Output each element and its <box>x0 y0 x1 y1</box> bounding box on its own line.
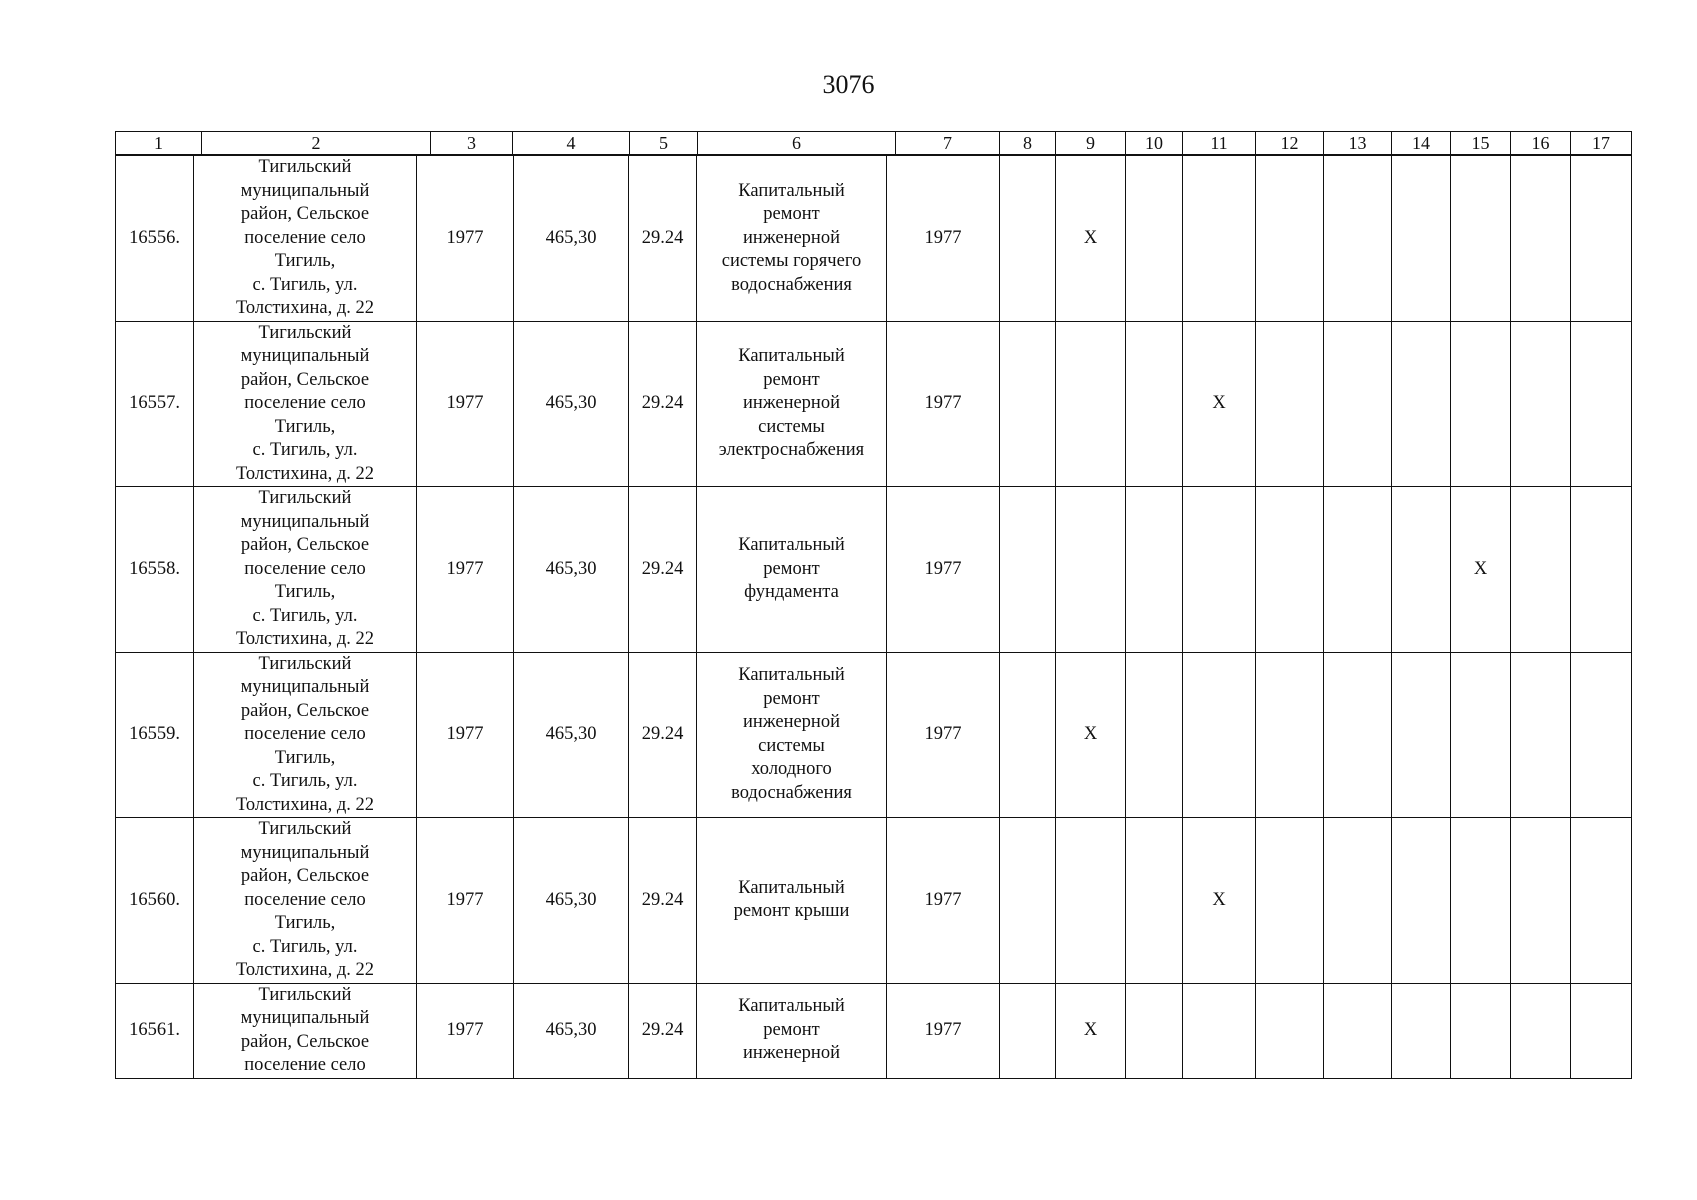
column-number-2: 2 <box>202 132 431 155</box>
empty-cell <box>1511 156 1571 322</box>
empty-cell <box>1392 818 1451 984</box>
work-type-cell-line: фундамента <box>744 582 839 602</box>
address-cell-line: Тигильский <box>258 819 352 839</box>
mark-cell: X <box>1183 321 1256 487</box>
empty-cell <box>1571 652 1632 818</box>
table-row <box>116 487 1632 653</box>
mark-cell: X <box>1056 983 1126 1078</box>
work-type-cell-line: ремонт <box>763 369 820 390</box>
code-value: 29.24 <box>629 487 697 653</box>
build-year: 1977 <box>417 983 514 1078</box>
empty-cell <box>1000 818 1056 984</box>
code-value: 29.24 <box>629 983 697 1078</box>
year-value: 1977 <box>887 156 1000 322</box>
empty-cell <box>1056 321 1126 487</box>
empty-cell <box>1000 321 1056 487</box>
page-number: 3076 <box>822 70 875 99</box>
address-cell-line: муниципальный <box>240 346 370 366</box>
document-table <box>115 131 1631 1079</box>
address-cell-line: Тигильский <box>258 488 352 508</box>
code-value: 29.24 <box>629 321 697 487</box>
empty-cell <box>1183 983 1256 1078</box>
address-cell-line: Тигиль, <box>274 416 336 437</box>
work-type-cell-line: холодного <box>751 759 832 780</box>
empty-cell <box>1126 652 1183 818</box>
build-year: 1977 <box>417 156 514 322</box>
empty-cell <box>1571 156 1632 322</box>
empty-cell <box>1511 983 1571 1078</box>
area-value: 465,30 <box>514 321 629 487</box>
mark-cell: X <box>1451 487 1511 653</box>
mark-cell: X <box>1183 818 1256 984</box>
column-number-7: 7 <box>896 132 1000 155</box>
empty-cell <box>1451 156 1511 322</box>
empty-cell <box>1056 487 1126 653</box>
address-cell-line: район, Сельское <box>240 535 370 555</box>
empty-cell <box>1183 652 1256 818</box>
empty-cell <box>1324 652 1392 818</box>
table-row <box>116 652 1632 818</box>
empty-cell <box>1126 818 1183 984</box>
empty-cell <box>1392 321 1451 487</box>
work-type-cell-line: системы <box>758 416 825 437</box>
area-value: 465,30 <box>514 156 629 322</box>
work-type-cell-line: инженерной <box>743 1043 840 1064</box>
empty-cell <box>1000 156 1056 322</box>
address-cell-line: Тигильский <box>258 653 352 674</box>
address-cell-line: поселение село <box>244 558 366 579</box>
address-cell-line: муниципальный <box>240 180 370 201</box>
work-type-cell-line: Капитальный <box>738 346 845 366</box>
column-number-13: 13 <box>1324 132 1392 155</box>
year-value: 1977 <box>887 983 1000 1078</box>
empty-cell <box>1511 818 1571 984</box>
empty-cell <box>1392 652 1451 818</box>
column-number-14: 14 <box>1392 132 1451 155</box>
area-value: 465,30 <box>514 487 629 653</box>
empty-cell <box>1183 156 1256 322</box>
build-year: 1977 <box>417 321 514 487</box>
work-type-cell-line: Капитальный <box>738 535 845 555</box>
address-cell-line: поселение село <box>244 227 366 248</box>
address-cell-line: с. Тигиль, ул. <box>252 771 358 791</box>
column-number-row <box>116 132 1632 155</box>
work-type-cell-line: Капитальный <box>738 877 845 898</box>
empty-cell <box>1571 321 1632 487</box>
work-type-cell-line: ремонт <box>763 204 820 224</box>
address-cell-line: муниципальный <box>240 1008 370 1028</box>
empty-cell <box>1392 983 1451 1078</box>
record-number: 16561. <box>116 983 194 1078</box>
address-cell-line: район, Сельское <box>240 866 370 886</box>
empty-cell <box>1000 652 1056 818</box>
code-value: 29.24 <box>629 156 697 322</box>
work-type-cell <box>697 321 887 487</box>
empty-cell <box>1451 818 1511 984</box>
column-number-10: 10 <box>1126 132 1183 155</box>
address-cell-line: Толстихина, д. 22 <box>235 463 375 484</box>
address-cell-line: Тигильский <box>258 157 352 177</box>
address-cell <box>194 487 417 653</box>
address-cell-line: поселение село <box>244 724 366 744</box>
work-type-cell-line: водоснабжения <box>731 274 852 295</box>
record-number: 16557. <box>116 321 194 487</box>
empty-cell <box>1324 983 1392 1078</box>
address-cell-line: поселение село <box>244 393 366 413</box>
empty-cell <box>1451 983 1511 1078</box>
address-cell-line: Тигильский <box>258 984 352 1005</box>
empty-cell <box>1451 321 1511 487</box>
address-cell-line: с. Тигиль, ул. <box>252 936 358 957</box>
empty-cell <box>1324 818 1392 984</box>
work-type-cell-line: системы <box>758 735 825 756</box>
table-row <box>116 818 1632 984</box>
code-value: 29.24 <box>629 818 697 984</box>
empty-cell <box>1256 156 1324 322</box>
year-value: 1977 <box>887 818 1000 984</box>
area-value: 465,30 <box>514 983 629 1078</box>
empty-cell <box>1392 156 1451 322</box>
empty-cell <box>1324 487 1392 653</box>
table-row <box>116 983 1632 1078</box>
work-type-cell <box>697 818 887 984</box>
work-type-cell-line: системы горячего <box>721 251 862 271</box>
work-type-cell <box>697 487 887 653</box>
address-cell-line: Тигиль, <box>274 913 336 933</box>
work-type-cell-line: электроснабжения <box>718 440 865 460</box>
code-value: 29.24 <box>629 652 697 818</box>
address-cell <box>194 983 417 1078</box>
empty-cell <box>1511 652 1571 818</box>
address-cell-line: муниципальный <box>240 511 370 532</box>
empty-cell <box>1126 321 1183 487</box>
address-cell-line: Тигиль, <box>274 747 336 768</box>
column-number-16: 16 <box>1511 132 1571 155</box>
empty-cell <box>1392 487 1451 653</box>
record-number: 16556. <box>116 156 194 322</box>
empty-cell <box>1256 321 1324 487</box>
empty-cell <box>1126 156 1183 322</box>
empty-cell <box>1256 818 1324 984</box>
address-cell-line: поселение село <box>244 889 366 910</box>
work-type-cell-line: ремонт <box>763 558 820 579</box>
year-value: 1977 <box>887 652 1000 818</box>
record-number: 16560. <box>116 818 194 984</box>
record-number: 16559. <box>116 652 194 818</box>
address-cell-line: район, Сельское <box>240 204 370 224</box>
column-number-4: 4 <box>513 132 630 155</box>
address-cell-line: Тигильский <box>258 322 352 343</box>
work-type-cell <box>697 983 887 1078</box>
record-number: 16558. <box>116 487 194 653</box>
table-row <box>116 321 1632 487</box>
address-cell-line: район, Сельское <box>240 700 370 721</box>
empty-cell <box>1256 983 1324 1078</box>
year-value: 1977 <box>887 321 1000 487</box>
column-number-5: 5 <box>630 132 698 155</box>
address-cell-line: Толстихина, д. 22 <box>235 960 375 980</box>
address-cell-line: Толстихина, д. 22 <box>235 298 375 318</box>
address-cell-line: Тигиль, <box>274 582 336 602</box>
empty-cell <box>1451 652 1511 818</box>
work-type-cell <box>697 652 887 818</box>
year-value: 1977 <box>887 487 1000 653</box>
table-row <box>116 156 1632 322</box>
column-number-3: 3 <box>431 132 513 155</box>
work-type-cell-line: ремонт <box>763 1019 820 1040</box>
mark-cell: X <box>1056 156 1126 322</box>
empty-cell <box>1571 487 1632 653</box>
empty-cell <box>1511 321 1571 487</box>
work-type-cell-line: инженерной <box>743 227 840 248</box>
build-year: 1977 <box>417 818 514 984</box>
build-year: 1977 <box>417 652 514 818</box>
column-number-15: 15 <box>1451 132 1511 155</box>
empty-cell <box>1511 487 1571 653</box>
empty-cell <box>1126 487 1183 653</box>
address-cell-line: Тигиль, <box>274 251 336 271</box>
address-cell-line: Толстихина, д. 22 <box>235 794 375 815</box>
empty-cell <box>1056 818 1126 984</box>
address-cell-line: Толстихина, д. 22 <box>235 629 375 649</box>
empty-cell <box>1324 156 1392 322</box>
column-number-8: 8 <box>1000 132 1056 155</box>
address-cell-line: район, Сельское <box>240 1031 370 1052</box>
address-cell-line: с. Тигиль, ул. <box>252 440 358 460</box>
column-number-1: 1 <box>116 132 202 155</box>
empty-cell <box>1000 983 1056 1078</box>
address-cell-line: с. Тигиль, ул. <box>252 605 358 626</box>
work-type-cell-line: инженерной <box>743 393 840 413</box>
empty-cell <box>1256 652 1324 818</box>
address-cell <box>194 818 417 984</box>
empty-cell <box>1000 487 1056 653</box>
address-cell-line: с. Тигиль, ул. <box>252 274 358 295</box>
address-cell-line: муниципальный <box>240 677 370 697</box>
address-cell-line: поселение село <box>244 1055 366 1075</box>
work-type-cell-line: водоснабжения <box>731 782 852 803</box>
address-cell <box>194 321 417 487</box>
column-number-header <box>115 131 1632 155</box>
address-cell-line: муниципальный <box>240 842 370 863</box>
empty-cell <box>1183 487 1256 653</box>
work-type-cell-line: инженерной <box>743 712 840 733</box>
work-type-cell-line: Капитальный <box>738 996 845 1017</box>
column-number-6: 6 <box>698 132 896 155</box>
empty-cell <box>1126 983 1183 1078</box>
work-type-cell-line: ремонт крыши <box>733 901 850 922</box>
empty-cell <box>1571 818 1632 984</box>
address-cell <box>194 156 417 322</box>
address-cell-line: район, Сельское <box>240 369 370 390</box>
column-number-12: 12 <box>1256 132 1324 155</box>
empty-cell <box>1256 487 1324 653</box>
empty-cell <box>1571 983 1632 1078</box>
mark-cell: X <box>1056 652 1126 818</box>
records-table <box>115 155 1632 1079</box>
build-year: 1977 <box>417 487 514 653</box>
address-cell <box>194 652 417 818</box>
empty-cell <box>1324 321 1392 487</box>
area-value: 465,30 <box>514 818 629 984</box>
column-number-9: 9 <box>1056 132 1126 155</box>
area-value: 465,30 <box>514 652 629 818</box>
work-type-cell-line: Капитальный <box>738 665 845 686</box>
work-type-cell-line: Капитальный <box>738 180 845 201</box>
work-type-cell <box>697 156 887 322</box>
column-number-17: 17 <box>1571 132 1632 155</box>
column-number-11: 11 <box>1183 132 1256 155</box>
work-type-cell-line: ремонт <box>763 688 820 709</box>
